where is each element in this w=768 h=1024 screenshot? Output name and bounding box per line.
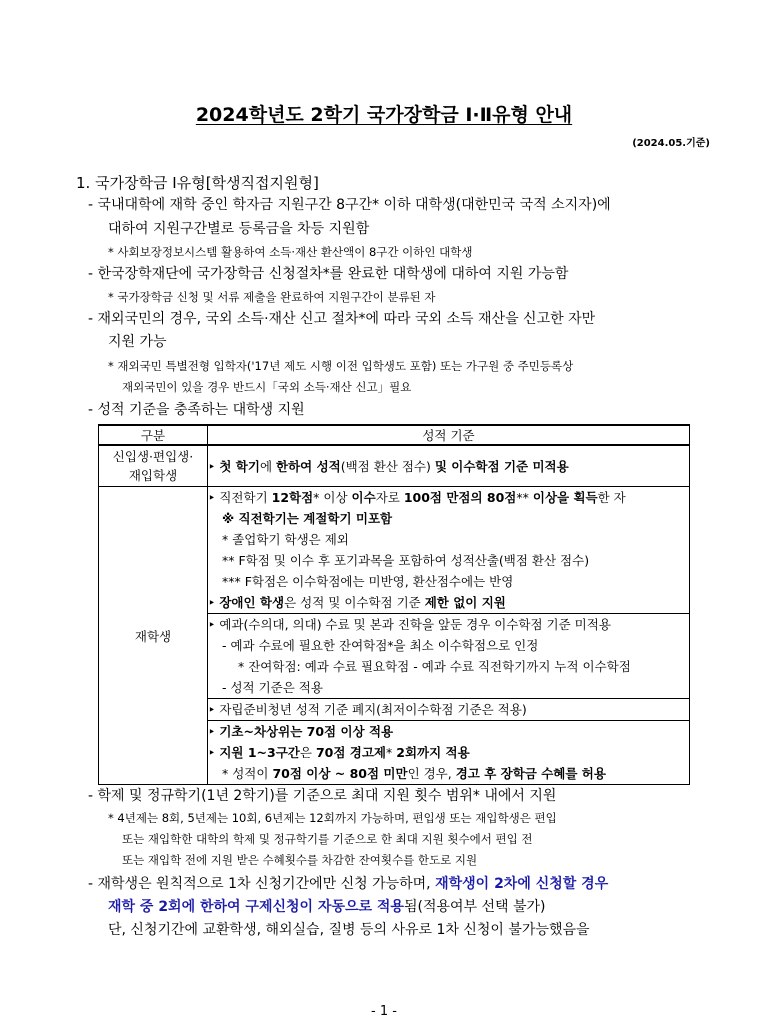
criteria-line: [208, 487, 689, 508]
emphasis: 장애인 학생: [219, 595, 285, 610]
criteria-note: ** F학점 및 이수 후 포기과목을 포함하여 성적산출(백점 환산 점수): [222, 553, 590, 568]
body-line: [88, 875, 608, 893]
emphasis: 이상을 획득: [532, 490, 598, 505]
emphasis: 제한 없이 지원: [424, 595, 506, 610]
text: ‣: [208, 724, 220, 739]
text: ‣: [208, 745, 220, 760]
emphasis: 한하여 성적: [276, 458, 341, 474]
category-cell: [99, 445, 208, 487]
text: *: [386, 745, 397, 760]
criteria-note: *** F학점은 이수학점에는 미반영, 환산점수에는 반영: [222, 574, 514, 589]
text: **: [516, 490, 533, 505]
footnote: * 국가장학금 신청 및 서류 제출을 완료하여 지원구간이 분류된 자: [108, 290, 436, 304]
highlight: 재학 중 2회에 한하여 구제신청이 자동으로 적용: [108, 899, 404, 915]
body-line: [108, 898, 546, 916]
text: ‣: [208, 595, 220, 610]
body-line: 대하여 지원구간별로 등록금을 차등 지원함: [108, 221, 370, 237]
footnote: 또는 재입학한 대학의 학제 및 정규학기를 기준으로 한 최대 지원 횟수에서 편입 전: [122, 832, 533, 846]
section-heading: 1. 국가장학금 Ⅰ유형[학생직접지원형]: [76, 174, 319, 192]
page-number: - 1 -: [371, 1004, 397, 1019]
criteria-note: - 성적 기준은 적용: [222, 680, 323, 695]
criteria-line: ‣ 예과(수의대, 의대) 수료 및 본과 진학을 앞둔 경우 이수학점 기준 미적용: [208, 617, 611, 632]
table-row: [99, 487, 690, 614]
table-header-row: [99, 425, 690, 445]
category-label: 신입생·편입생·: [112, 449, 194, 464]
body-line: - 학제 및 정규학기(1년 2학기)를 기준으로 최대 지원 횟수 범위* 내에서 지원: [88, 788, 557, 804]
header-category: 구분: [99, 425, 208, 445]
emphasis: 지원 1~3구간: [219, 745, 300, 760]
table-row: [99, 445, 690, 487]
criteria-line: [208, 721, 689, 742]
criteria-cell: [208, 487, 690, 614]
criteria-cell: ‣ 자립준비청년 성적 기준 폐지(최저이수학점 기준은 적용): [208, 699, 690, 721]
body-line: - 성적 기준을 충족하는 대학생 지원: [88, 402, 305, 418]
footnote: * 재외국민 특별전형 입학자('17년 제도 시행 이전 입학생도 포함) 또는 가구원 중 주민등록상: [108, 359, 574, 373]
emphasis: 이수: [351, 490, 376, 505]
footnote: 또는 재입학 전에 지원 받은 수혜횟수를 차감한 잔여횟수를 한도로 지원: [122, 853, 478, 867]
emphasis: 및 이수학점 기준 미적용: [434, 458, 569, 474]
emphasis: 70점 경고제: [315, 745, 387, 760]
criteria-cell: [208, 614, 690, 699]
highlight: 재학생이 2차에 신청할 경우: [435, 876, 609, 892]
body-line: - 재외국민의 경우, 국외 소득·재산 신고 절차*에 따라 국외 소득 재산을 신고한 자만: [88, 311, 596, 327]
text: * 성적이: [222, 766, 273, 781]
body-line: 지원 가능: [108, 334, 167, 350]
body-line: - 한국장학재단에 국가장학금 신청절차*를 완료한 대학생에 대하여 지원 가능함: [88, 266, 569, 282]
criteria-note: * 잔여학점: 예과 수료 필요학점 - 예과 수료 직전학기까지 누적 이수학점: [238, 659, 631, 674]
criteria-note: ※ 직전학기는 계절학기 미포함: [222, 511, 393, 526]
emphasis: 2회까지 적용: [396, 745, 470, 760]
category-cell: 재학생: [99, 487, 208, 785]
footnote: * 4년제는 8회, 5년제는 10회, 6년제는 12회까지 가능하며, 편입생 또는 재입학생은 편입: [108, 811, 557, 825]
text: * 이상: [313, 490, 352, 505]
footnote: 재외국민이 있을 경우 반드시「국외 소득·재산 신고」필요: [122, 380, 412, 394]
text: 은 성적 및 이수학점 기준: [284, 595, 425, 610]
text: 됨(적용여부 선택 불가): [403, 899, 546, 915]
emphasis: 70점 이상 ~ 80점 미만: [272, 766, 408, 781]
criteria-note: * 졸업학기 학생은 제외: [222, 532, 349, 547]
criteria-cell: [208, 445, 690, 487]
criteria-line: [208, 742, 689, 763]
grade-criteria-table: [98, 424, 690, 785]
text: 은: [299, 745, 316, 760]
criteria-note: [208, 763, 689, 784]
body-line: - 국내대학에 재학 중인 학자금 지원구간 8구간* 이하 대학생(대한민국 국적 소지자)에: [88, 197, 611, 213]
emphasis: 경고 후 장학금 수혜를 허용: [455, 766, 606, 781]
text: 자로: [375, 490, 404, 505]
criteria-cell: [208, 721, 690, 785]
text: 한 자: [597, 490, 626, 505]
body-line: 단, 신청기간에 교환학생, 해외실습, 질병 등의 사유로 1차 신청이 불가능했음을: [108, 922, 590, 938]
criteria-line: [208, 592, 689, 613]
footnote: * 사회보장정보시스템 활용하여 소득·재산 환산액이 8구간 이하인 대학생: [108, 245, 473, 259]
bullet: ‣: [208, 458, 220, 474]
reference-date: (2024.05.기준): [632, 138, 710, 149]
text: 에: [259, 458, 276, 474]
document-title: 2024학년도 2학기 국가장학금 Ⅰ·Ⅱ유형 안내: [195, 104, 573, 126]
text: 인 경우,: [407, 766, 456, 781]
emphasis: 100점 만점의 80점: [403, 490, 517, 505]
criteria-note: - 예과 수료에 필요한 잔여학점*을 최소 이수학점으로 인정: [222, 638, 539, 653]
text: ‣ 직전학기: [208, 490, 272, 505]
category-label: 재입학생: [128, 468, 178, 483]
emphasis: 12학점: [271, 490, 314, 505]
header-criteria: 성적 기준: [208, 425, 690, 445]
text: - 재학생은 원칙적으로 1차 신청기간에만 신청 가능하며,: [88, 876, 436, 892]
emphasis: 첫 학기: [219, 458, 260, 474]
text: (백점 환산 점수): [340, 458, 435, 474]
emphasis: 기초~차상위는 70점 이상 적용: [219, 724, 394, 739]
